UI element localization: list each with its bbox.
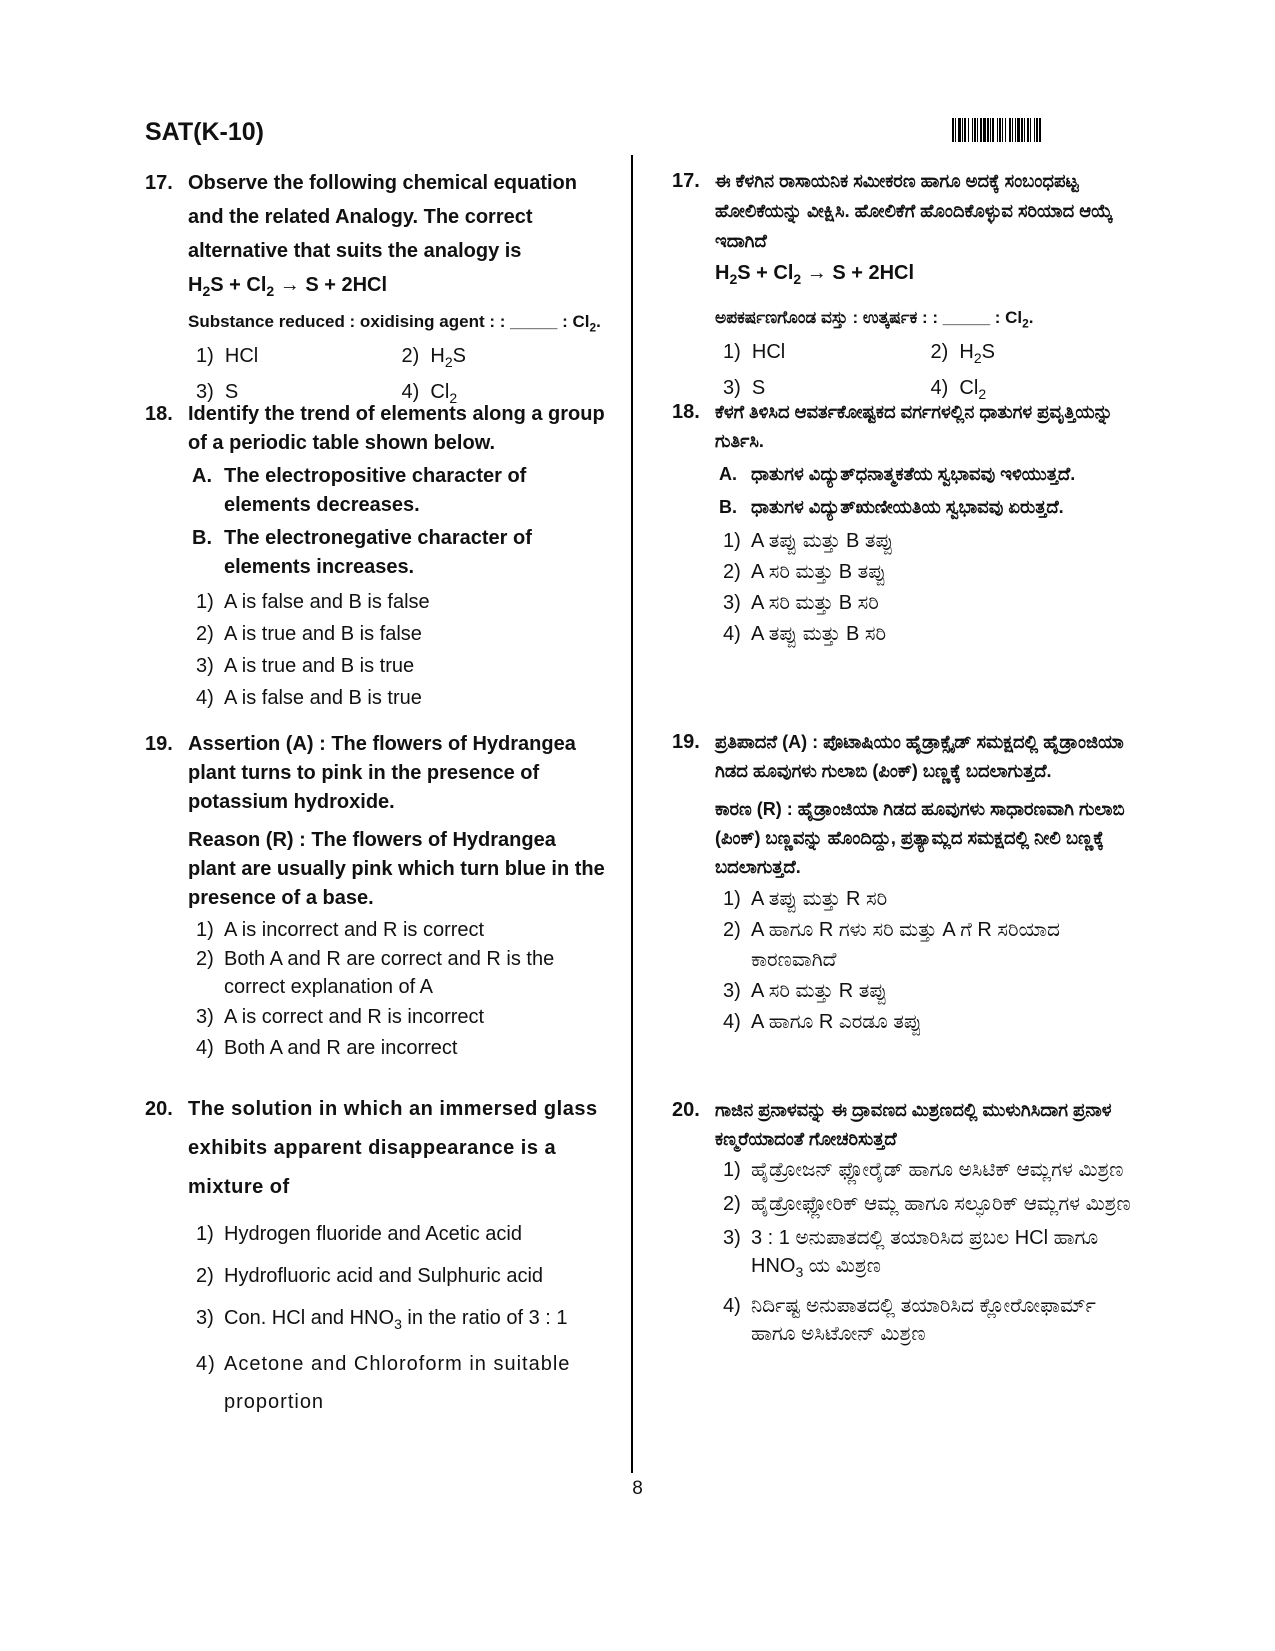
option-1[interactable]: 1) ಹೈಡ್ರೋಜನ್ ಫ್ಲೋರೈಡ್ ಹಾಗೂ ಅಸಿಟಿಕ್ ಆಮ್ಲಗಳ ಮಿಶ್ರಣ [723, 1159, 1124, 1181]
question-18-kn [672, 398, 1138, 650]
question-number: 19. [672, 731, 700, 753]
analogy: ಅಪಕರ್ಷಣಗೊಂಡ ವಸ್ತು : ಉತ್ಕರ್ಷಕ : : _____ : $Cl_2$. [715, 308, 1034, 331]
chemical-equation: $H_2S + Cl_2 \to S + 2HCl$ [715, 262, 915, 287]
statement-b: B. The electronegative character of elements increases. [192, 527, 532, 578]
column-divider [631, 155, 633, 1473]
question-stem: The solution in which an immersed glass exhibits apparent disappearance is a mixture of [188, 1098, 598, 1198]
assertion: Assertion (A) : The flowers of Hydrangea plant turns to pink in the presence of potassium hydroxide. [188, 733, 576, 813]
chemical-equation: $H_2S + Cl_2 \to S + 2HCl$ [188, 274, 388, 299]
option-1[interactable]: 1) A ತಪ್ಪು ಮತ್ತು R ಸರಿ [723, 888, 888, 910]
statement-a: A. ಧಾತುಗಳ ವಿದ್ಯುತ್‌ಧನಾತ್ಮಕತೆಯ ಸ್ವಭಾವವು ಇಳಿಯುತ್ತದೆ. [719, 464, 1076, 484]
question-number: 17. [672, 170, 700, 192]
reason: ಕಾರಣ (R) : ಹೈಡ್ರಾಂಜಿಯಾ ಗಿಡದ ಹೂವುಗಳು ಸಾಧಾರಣವಾಗಿ ಗುಲಾಬಿ (ಪಿಂಕ್) ಬಣ್ಣವನ್ನು ಹೊಂದಿದ್ದು, ಪ್ರತ್ಯಾಮ್ಲದ ಸಮಕ್ಷದಲ್ಲಿ ನೀಲಿ ಬಣ್ಣಕ್ಕೆ ಬದಲಾಗುತ್ತದೆ. [715, 799, 1125, 877]
analogy: Substance reduced : oxidising agent : : _____ : $Cl_2$. [188, 312, 601, 335]
question-number: 20. [672, 1099, 700, 1121]
question-number: 18. [145, 403, 173, 425]
option-1[interactable]: 1) Hydrogen fluoride and Acetic acid [196, 1223, 522, 1245]
assertion: ಪ್ರತಿಪಾದನೆ (A) : ಪೊಟಾಷಿಯಂ ಹೈಡ್ರಾಕ್ಸೈಡ್ ಸಮಕ್ಷದಲ್ಲಿ ಹೈಡ್ರಾಂಜಿಯಾ ಗಿಡದ ಹೂವುಗಳು ಗುಲಾಬಿ (ಪಿಂಕ್) ಬಣ್ಣಕ್ಕೆ ಬದಲಾಗುತ್ತದೆ. [715, 732, 1124, 781]
option-3[interactable]: 3) S [196, 381, 239, 404]
barcode [952, 118, 1120, 142]
option-2[interactable]: 2) $H_2S$ [401, 345, 467, 371]
option-2[interactable]: 2) Both A and R are correct and R is the correct explanation of A [196, 948, 555, 998]
question-stem: Identify the trend of elements along a group of a periodic table shown below. [188, 403, 605, 454]
option-3[interactable]: 3) A ಸರಿ ಮತ್ತು R ತಪ್ಪು [723, 980, 888, 1002]
option-3[interactable]: 3) S [723, 377, 766, 400]
option-1[interactable]: 1) A is incorrect and R is correct [196, 919, 485, 941]
option-3[interactable]: 3) A is true and B is true [196, 655, 415, 677]
option-3[interactable]: 3) A ಸರಿ ಮತ್ತು B ಸರಿ [723, 592, 879, 614]
option-4[interactable]: 4) Both A and R are incorrect [196, 1037, 458, 1059]
paper-code: SAT(K-10) [145, 118, 264, 146]
question-17-kn [672, 166, 1138, 409]
option-1[interactable]: 1) A ತಪ್ಪು ಮತ್ತು B ತಪ್ಪು [723, 530, 894, 552]
question-number: 18. [672, 401, 700, 423]
question-18-en [145, 400, 607, 714]
option-3[interactable]: 3) Con. HCl and $HNO_3$ in the ratio of 3 : 1 [196, 1307, 568, 1332]
option-4[interactable]: 4) $Cl_2$ [401, 381, 458, 407]
option-4[interactable]: 4) A is false and B is true [196, 687, 422, 709]
question-20-kn [672, 1096, 1138, 1348]
question-stem: ಗಾಜಿನ ಪ್ರನಾಳವನ್ನು ಈ ದ್ರಾವಣದ ಮಿಶ್ರಣದಲ್ಲಿ ಮುಳುಗಿಸಿದಾಗ ಪ್ರನಾಳ ಕಣ್ಮರೆಯಾದಂತೆ ಗೋಚರಿಸುತ್ತದೆ [715, 1100, 1112, 1149]
option-3[interactable]: 3) A is correct and R is incorrect [196, 1006, 485, 1028]
statement-b: B. ಧಾತುಗಳ ವಿದ್ಯುತ್‌ಋಣೀಯತಿಯ ಸ್ವಭಾವವು ಏರುತ್ತದೆ. [719, 497, 1064, 517]
option-1[interactable]: 1) HCl [196, 345, 259, 368]
question-20-en [145, 1090, 607, 1421]
option-2[interactable]: 2) Hydrofluoric acid and Sulphuric acid [196, 1265, 544, 1287]
option-4[interactable]: 4) Acetone and Chloroform in suitable proportion [196, 1353, 571, 1413]
barcode-bar [1041, 118, 1042, 142]
option-1[interactable]: 1) HCl [723, 341, 786, 364]
option-2[interactable]: 2) A ಸರಿ ಮತ್ತು B ತಪ್ಪು [723, 561, 887, 583]
option-2[interactable]: 2) A ಹಾಗೂ R ಗಳು ಸರಿ ಮತ್ತು A ಗೆ R ಸರಿಯಾದ ಕಾರಣವಾಗಿದೆ [723, 919, 1060, 971]
option-4[interactable]: 4) A ತಪ್ಪು ಮತ್ತು B ಸರಿ [723, 623, 887, 645]
question-stem: ಕೆಳಗೆ ತಿಳಿಸಿದ ಆವರ್ತಕೋಷ್ಟಕದ ವರ್ಗಗಳಲ್ಲಿನ ಧಾತುಗಳ ಪ್ರವೃತ್ತಿಯನ್ನು ಗುರ್ತಿಸಿ. [715, 402, 1113, 451]
question-19-kn [672, 728, 1138, 1037]
question-19-en [145, 730, 607, 1063]
page-number: 8 [632, 1478, 643, 1499]
option-1[interactable]: 1) A is false and B is false [196, 591, 430, 613]
question-stem: ಈ ಕೆಳಗಿನ ರಾಸಾಯನಿಕ ಸಮೀಕರಣ ಹಾಗೂ ಅದಕ್ಕೆ ಸಂಬಂಧಪಟ್ಟ ಹೋಲಿಕೆಯನ್ನು ವೀಕ್ಷಿಸಿ. ಹೋಲಿಕೆಗೆ ಹೊಂದಿಕೊಳ್ಳುವ ಸರಿಯಾದ ಆಯ್ಕೆ ಇದಾಗಿದೆ [715, 171, 1113, 251]
question-number: 19. [145, 733, 173, 755]
statement-a: A. The electropositive character of elements decreases. [192, 465, 527, 516]
option-4[interactable]: 4) A ಹಾಗೂ R ಎರಡೂ ತಪ್ಪು [723, 1011, 922, 1033]
option-2[interactable]: 2) A is true and B is false [196, 623, 422, 645]
option-2[interactable]: 2) ಹೈಡ್ರೋಫ್ಲೋರಿಕ್ ಆಮ್ಲ ಹಾಗೂ ಸಲ್ಫೂರಿಕ್ ಆಮ್ಲಗಳ ಮಿಶ್ರಣ [723, 1193, 1131, 1215]
option-2[interactable]: 2) $H_2S$ [930, 341, 996, 367]
option-4[interactable]: 4) ನಿರ್ದಿಷ್ಟ ಅನುಪಾತದಲ್ಲಿ ತಯಾರಿಸಿದ ಕ್ಲೋರೋಫಾರ್ಮ್ ಹಾಗೂ ಅಸಿಟೋನ್ ಮಿಶ್ರಣ [723, 1295, 1096, 1345]
reason: Reason (R) : The flowers of Hydrangea plant are usually pink which turn blue in the presence of a base. [188, 829, 605, 909]
question-number: 17. [145, 172, 173, 194]
question-number: 20. [145, 1098, 173, 1120]
question-17-en [145, 172, 607, 413]
option-4[interactable]: 4) $Cl_2$ [930, 377, 987, 403]
question-stem: Observe the following chemical equation and the related Analogy. The correct alternative that suits the analogy is [188, 172, 577, 262]
option-3[interactable]: 3) 3 : 1 ಅನುಪಾತದಲ್ಲಿ ತಯಾರಿಸಿದ ಪ್ರಬಲ HCl ಹಾಗೂ $HNO_3$ ಯ ಮಿಶ್ರಣ [723, 1227, 1099, 1280]
